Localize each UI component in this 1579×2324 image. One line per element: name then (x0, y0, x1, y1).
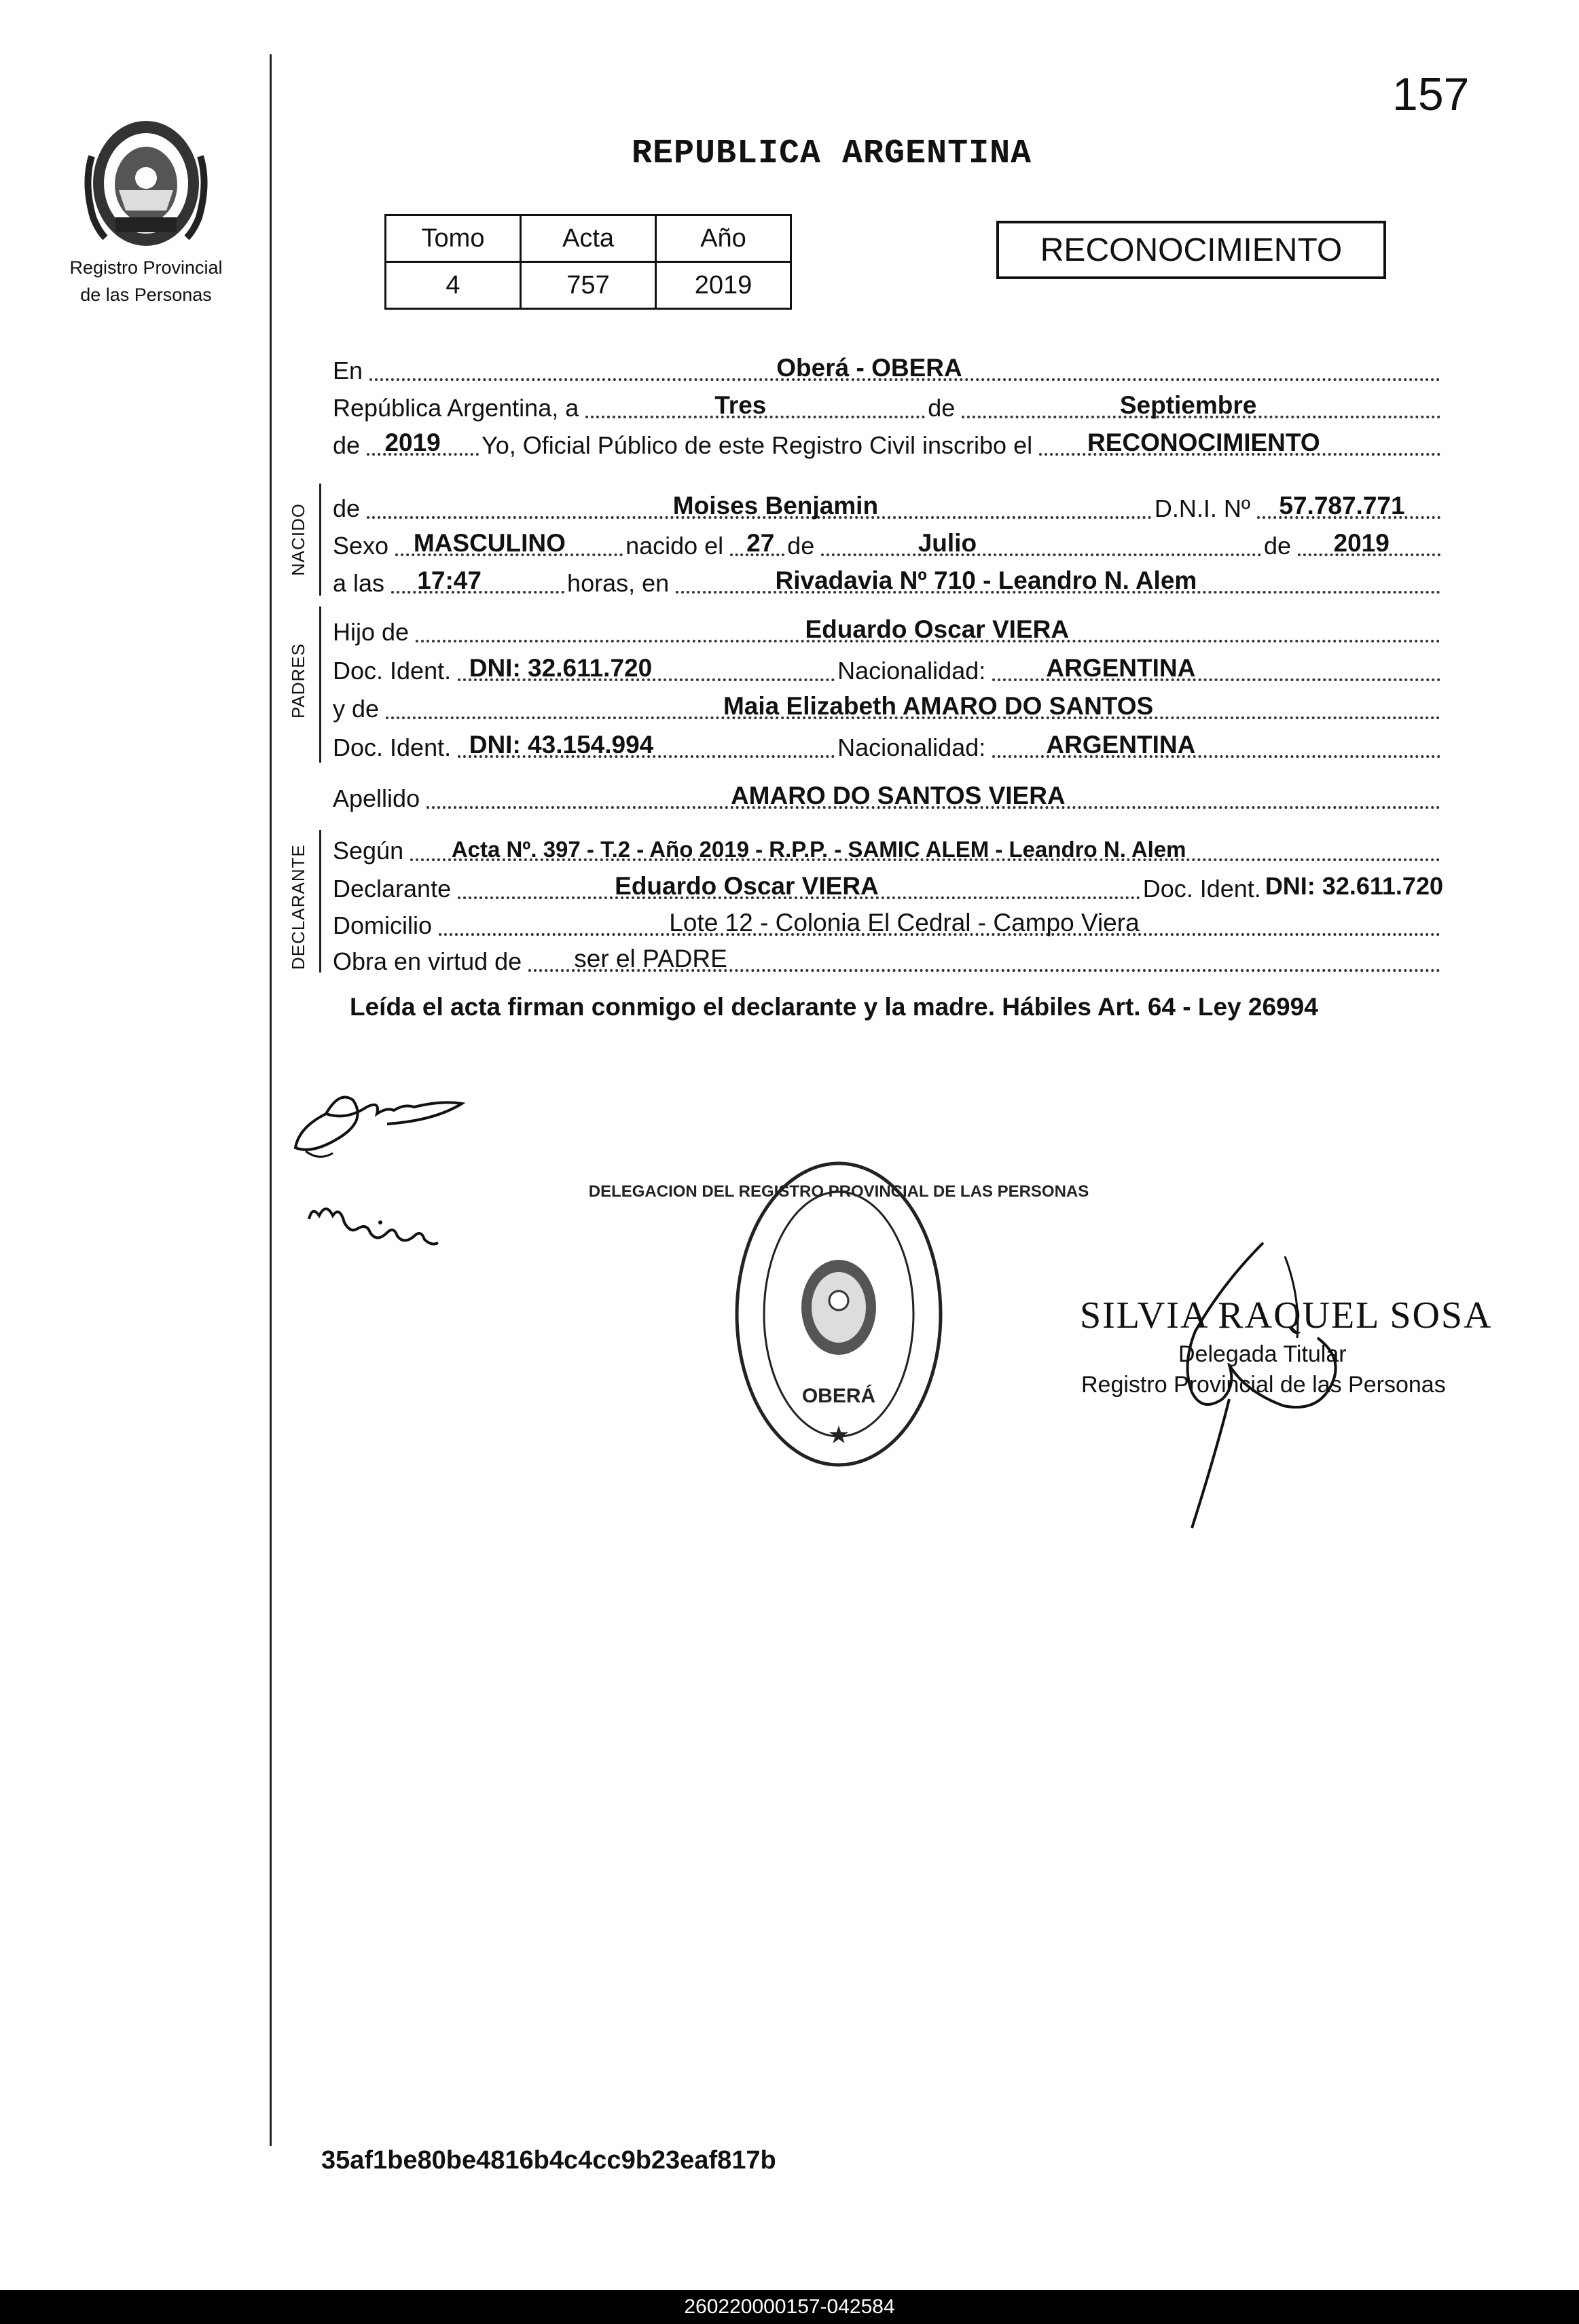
row-y-de (333, 688, 1443, 723)
value-declarante: Eduardo Oscar VIERA (615, 872, 879, 900)
label-doc-declarante: Doc. Ident. (1142, 875, 1261, 903)
value-dni: 57.787.771 (1279, 492, 1405, 520)
value-obra: ser el PADRE (574, 945, 727, 973)
value-segun: Acta Nº. 397 - T.2 - Año 2019 - R.P.P. - SAMIC ALEM - Leandro N. Alem (451, 837, 1186, 862)
label-dni: D.N.I. Nº (1154, 494, 1250, 522)
padres-bar (319, 606, 321, 763)
value-dia-nacimiento: 27 (746, 529, 775, 557)
section-nacido: NACIDO (288, 503, 308, 576)
row-sexo (333, 525, 1443, 560)
misiones-emblem-icon (78, 115, 214, 251)
label-de-mes: de (928, 394, 956, 422)
page-number: 157 (1392, 69, 1470, 120)
label-apellido: Apellido (333, 784, 420, 812)
row-year (333, 424, 1443, 460)
label-de-nombre: de (333, 494, 361, 522)
official-name: SILVIA RAQUEL SOSA (1080, 1294, 1493, 1337)
document-title: REPUBLICA ARGENTINA (632, 134, 1032, 173)
label-declarante: Declarante (333, 875, 452, 903)
value-domicilio: Lote 12 - Colonia El Cedral - Campo Viera (669, 909, 1140, 937)
row-doc-madre (333, 727, 1443, 762)
logo-caption-line1: Registro Provincial (69, 257, 223, 278)
row-segun (333, 830, 1443, 865)
value-year: 2019 (384, 429, 441, 456)
label-doc-padre: Doc. Ident. (333, 657, 452, 685)
label-y-de: y de (333, 695, 380, 723)
value-apellido: AMARO DO SANTOS VIERA (730, 782, 1066, 810)
value-nacionalidad-padre: ARGENTINA (1046, 654, 1196, 682)
value-dia: Tres (714, 391, 767, 419)
declarante-bar (319, 830, 321, 973)
label-de-year: de (333, 431, 361, 459)
label-a-las: a las (333, 569, 385, 597)
row-declarante (333, 868, 1443, 903)
row-hora (333, 562, 1443, 598)
margin-line (270, 54, 272, 2146)
row-hijo-de (333, 611, 1443, 647)
closing-note: Leída el acta firman conmigo el declarante y la madre. Hábiles Art. 64 - Ley 26994 (350, 993, 1318, 1021)
label-nacido-el: nacido el (625, 532, 724, 560)
label-horas-en: horas, en (567, 569, 670, 597)
header-acta: Acta (521, 215, 656, 262)
label-domicilio: Domicilio (333, 911, 433, 939)
seal-star-icon: ★ (827, 1421, 850, 1449)
official-role: Delegada Titular (1178, 1341, 1347, 1367)
label-republica: República Argentina, a (333, 394, 579, 422)
header-tomo: Tomo (386, 215, 521, 262)
label-sexo: Sexo (333, 532, 389, 560)
official-seal (588, 1155, 1089, 1474)
row-nombre (333, 488, 1443, 523)
logo-caption-line2: de las Personas (80, 285, 212, 305)
value-acta: 757 (521, 262, 656, 309)
value-nacionalidad-madre: ARGENTINA (1046, 731, 1196, 759)
label-de-mes-nacimiento: de (787, 532, 815, 560)
value-en: Oberá - OBERA (776, 354, 962, 382)
label-hijo-de: Hijo de (333, 618, 410, 646)
mother-signature (302, 1192, 465, 1267)
label-doc-madre: Doc. Ident. (333, 733, 452, 761)
section-declarante: DECLARANTE (288, 844, 308, 970)
footer-code-bar: 260220000157-042584 (0, 2290, 1579, 2324)
row-en (333, 350, 1443, 385)
seal-ring-text: DELEGACION DEL REGISTRO PROVINCIAL DE LAS PERSONAS (588, 1182, 1089, 1201)
act-type-box: RECONOCIMIENTO (996, 221, 1386, 279)
section-padres: PADRES (288, 643, 308, 719)
value-mes-nacimiento: Julio (918, 529, 977, 557)
label-obra: Obra en virtud de (333, 947, 522, 975)
label-en: En (333, 357, 363, 384)
value-tomo: 4 (386, 262, 521, 309)
label-nacionalidad-padre: Nacionalidad: (837, 657, 986, 685)
row-apellido (333, 778, 1443, 813)
value-doc-padre: DNI: 32.611.720 (469, 654, 653, 682)
value-sexo: MASCULINO (413, 529, 566, 557)
seal-city: OBERÁ (801, 1385, 876, 1407)
row-obra (333, 941, 1443, 976)
label-nacionalidad-madre: Nacionalidad: (837, 733, 986, 761)
value-lugar: Rivadavia Nº 710 - Leandro N. Alem (775, 566, 1197, 594)
value-reconocimiento: RECONOCIMIENTO (1087, 429, 1320, 456)
row-domicilio (333, 905, 1443, 940)
label-de-anio-nacimiento: de (1263, 532, 1291, 560)
value-doc-declarante: DNI: 32.611.720 (1265, 872, 1443, 900)
label-segun: Según (333, 837, 404, 865)
registry-logo (65, 115, 228, 306)
header-anio: Año (656, 215, 791, 262)
nacido-bar (319, 484, 321, 596)
value-mes: Septiembre (1119, 391, 1257, 419)
document-hash: 35af1be80be4816b4c4cc9b23eaf817b (321, 2146, 776, 2175)
value-hora: 17:47 (417, 566, 482, 594)
row-doc-padre (333, 650, 1443, 685)
value-madre: Maia Elizabeth AMARO DO SANTOS (723, 692, 1154, 720)
value-anio: 2019 (656, 262, 791, 309)
value-anio-nacimiento: 2019 (1333, 529, 1390, 557)
value-doc-madre: DNI: 43.154.994 (469, 731, 654, 759)
value-padre: Eduardo Oscar VIERA (805, 615, 1070, 643)
value-nombre: Moises Benjamin (672, 492, 879, 520)
official-office: Registro Provincial de las Personas (1081, 1372, 1446, 1398)
row-republica (333, 387, 1443, 422)
label-inscribo: Yo, Oficial Público de este Registro Civil inscribo el (482, 431, 1033, 459)
declarant-signature (285, 1073, 475, 1168)
registry-table (384, 214, 792, 310)
